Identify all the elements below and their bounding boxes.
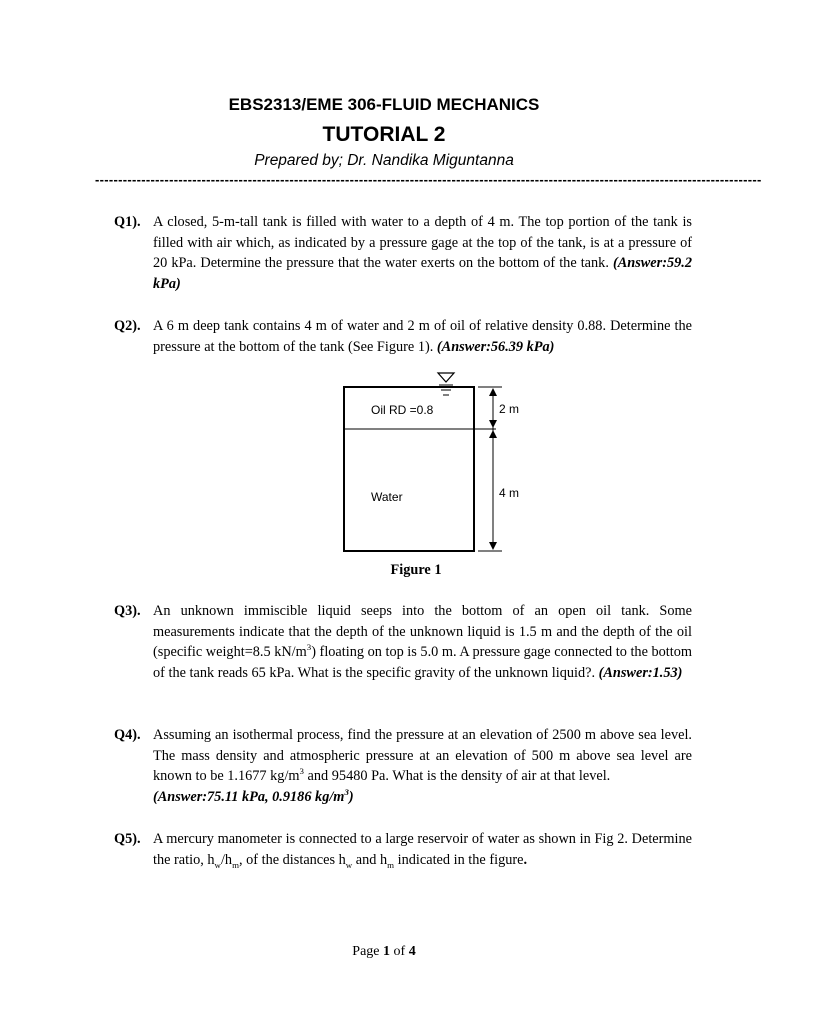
question-text: A 6 m deep tank contains 4 m of water and 2 m of oil of relative density 0.88. Determine the pressure at the bottom of the tank (See Figure 1). (Answer:56.39 kPa) (153, 318, 692, 355)
question-number: Q2). (114, 318, 141, 334)
answer: (Answer:59.2 kPa) (153, 255, 692, 292)
page-number: Page 1 of 4 (352, 944, 416, 959)
question-text: An unknown immiscible liquid seeps into the bottom of an open oil tank. Some measurements indicate that the depth of the unknown liquid is 1.5 m and the depth of the oil (specific weight=8.5 $kN/m^3$) floating on top is 5.0 m. A pressure gage connected to the bottom of the tank reads 65 kPa. What is the specific gravity of the unknown liquid?. (Answer:1.53) (153, 603, 692, 681)
answer: (Answer:56.39 kPa) (436, 338, 555, 355)
question-text: Assuming an isothermal process, find the pressure at an elevation of 2500 m above sea level. The mass density and atmospheric pressure at an elevation of 500 m above sea level are known to be 1.1677 $kg/m^3$ and 95480 Pa. What is the density of air at that level. (Answer:75.11 kPa, 0.9186 $kg/m^3$) (153, 727, 692, 805)
dim-4m-label: 4 m (499, 486, 520, 500)
tank-figure (330, 370, 530, 560)
answer: (Answer:75.11 kPa, 0.9186 $kg/m^3$) (153, 787, 354, 805)
question-number: Q3). (114, 603, 141, 619)
question-text: A closed, 5-m-tall tank is filled with water to a depth of 4 m. The top portion of the tank is filled with air which, as indicated by a pressure gage at the top of the tank, is at a pressure of 20 kPa. Determine the pressure that the water exerts on the bottom of the tank. (Answer:59.2 kPa) (153, 214, 692, 292)
dashed-divider: ------------------------------------------------------------------------------------------------------------------------------------------------ (95, 172, 762, 187)
free-surface-icon (438, 373, 454, 382)
question-number: Q4). (114, 727, 141, 743)
water-label: Water (371, 490, 403, 504)
question-number: Q5). (114, 831, 141, 847)
question-number: Q1). (114, 214, 141, 230)
oil-label: Oil RD =0.8 (371, 403, 434, 417)
answer: (Answer:1.53) (598, 664, 683, 681)
tutorial-title: TUTORIAL 2 (322, 123, 446, 146)
dim-2m-label: 2 m (499, 402, 520, 416)
figure-caption: Figure 1 (390, 562, 442, 578)
question-text: A mercury manometer is connected to a large reservoir of water as shown in Fig 2. Determine the ratio, $h_w/h_m$, of the distances $h_w$ and $h_m$ indicated in the figure. (153, 831, 692, 870)
prepared-by: Prepared by; Dr. Nandika Miguntanna (254, 152, 514, 169)
course-title: EBS2313/EME 306-FLUID MECHANICS (228, 95, 540, 114)
